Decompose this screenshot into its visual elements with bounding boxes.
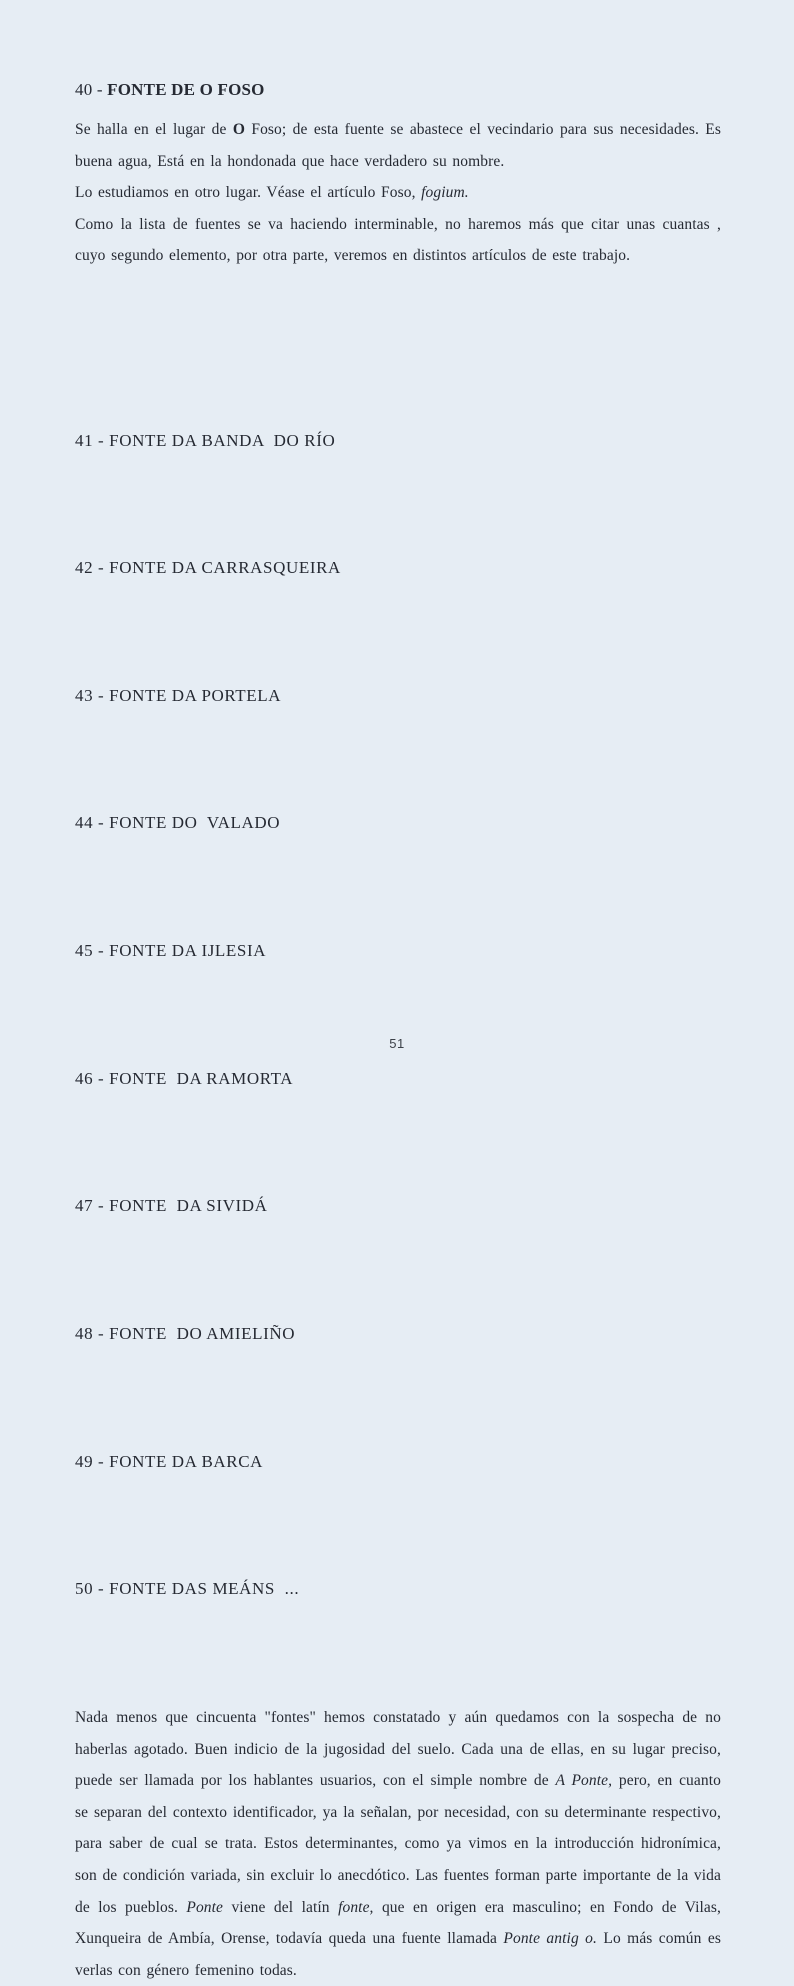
fountain-list-item: 47 - FONTE DA SIVIDÁ xyxy=(75,1196,268,1216)
page-number: 51 xyxy=(389,1036,405,1051)
page-content xyxy=(75,78,721,1986)
article-number: 40 - xyxy=(75,80,108,99)
fountain-list-item: 49 - FONTE DA BARCA xyxy=(75,1451,264,1471)
fountain-list-item: 43 - FONTE DA PORTELA xyxy=(75,685,282,705)
fountain-list-item: 50 - FONTE DAS MEÁNS ... xyxy=(75,1579,300,1599)
article-title: FONTE DE O FOSO xyxy=(107,80,265,99)
paragraph-conclusion: Nada menos que cincuenta "fontes" hemos constatado y aún quedamos con la sospecha de no haberlas agotado. Buen indicio de la jugosidad del suelo. Cada una de ellas, en su lugar preciso, puede ser llamada por los hablantes usuarios, con el simple nombre de A Ponte, pero, en cuanto se separan del contexto identificador, ya la señalan, por necesidad, con su determinante respectivo, para saber de cual se trata. Estos determinantes, como ya vimos en la introducción hidronímica, son de condición variada, sin excluir lo anecdótico. Las fuentes forman parte importante de la vida de los pueblos. Ponte viene del latín fonte, que en origen era masculino; en Fondo de Vilas, Xunqueira de Ambía, Orense, todavía queda una fuente llamada Ponte antig o. Lo más común es verlas con género femenino todas. xyxy=(75,1708,721,1979)
paragraph-intro: Se halla en el lugar de O Foso; de esta fuente se abastece el vecindario para sus necesidades. Es buena agua, Está en la hondonada que hace verdadero su nombre. xyxy=(75,121,721,170)
fountain-list-item: 41 - FONTE DA BANDA DO RÍO xyxy=(75,430,336,450)
paragraph-reference: Lo estudiamos en otro lugar. Véase el artículo Foso, fogium. xyxy=(75,184,469,202)
paragraph-list-intro: Como la lista de fuentes se va haciendo interminable, no haremos más que citar unas cuantas , cuyo segundo elemento, por otra parte, veremos en distintos artículos de este trabajo. xyxy=(75,215,721,265)
fountain-list-item: 48 - FONTE DO AMIELIÑO xyxy=(75,1323,296,1343)
fountain-list-item: 46 - FONTE DA RAMORTA xyxy=(75,1068,294,1088)
fountain-list-item: 42 - FONTE DA CARRASQUEIRA xyxy=(75,558,341,578)
article-heading xyxy=(75,78,721,101)
fountain-list xyxy=(75,297,721,1669)
fountain-list-item: 45 - FONTE DA IJLESIA xyxy=(75,941,267,961)
fountain-list-item: 44 - FONTE DO VALADO xyxy=(75,813,281,833)
